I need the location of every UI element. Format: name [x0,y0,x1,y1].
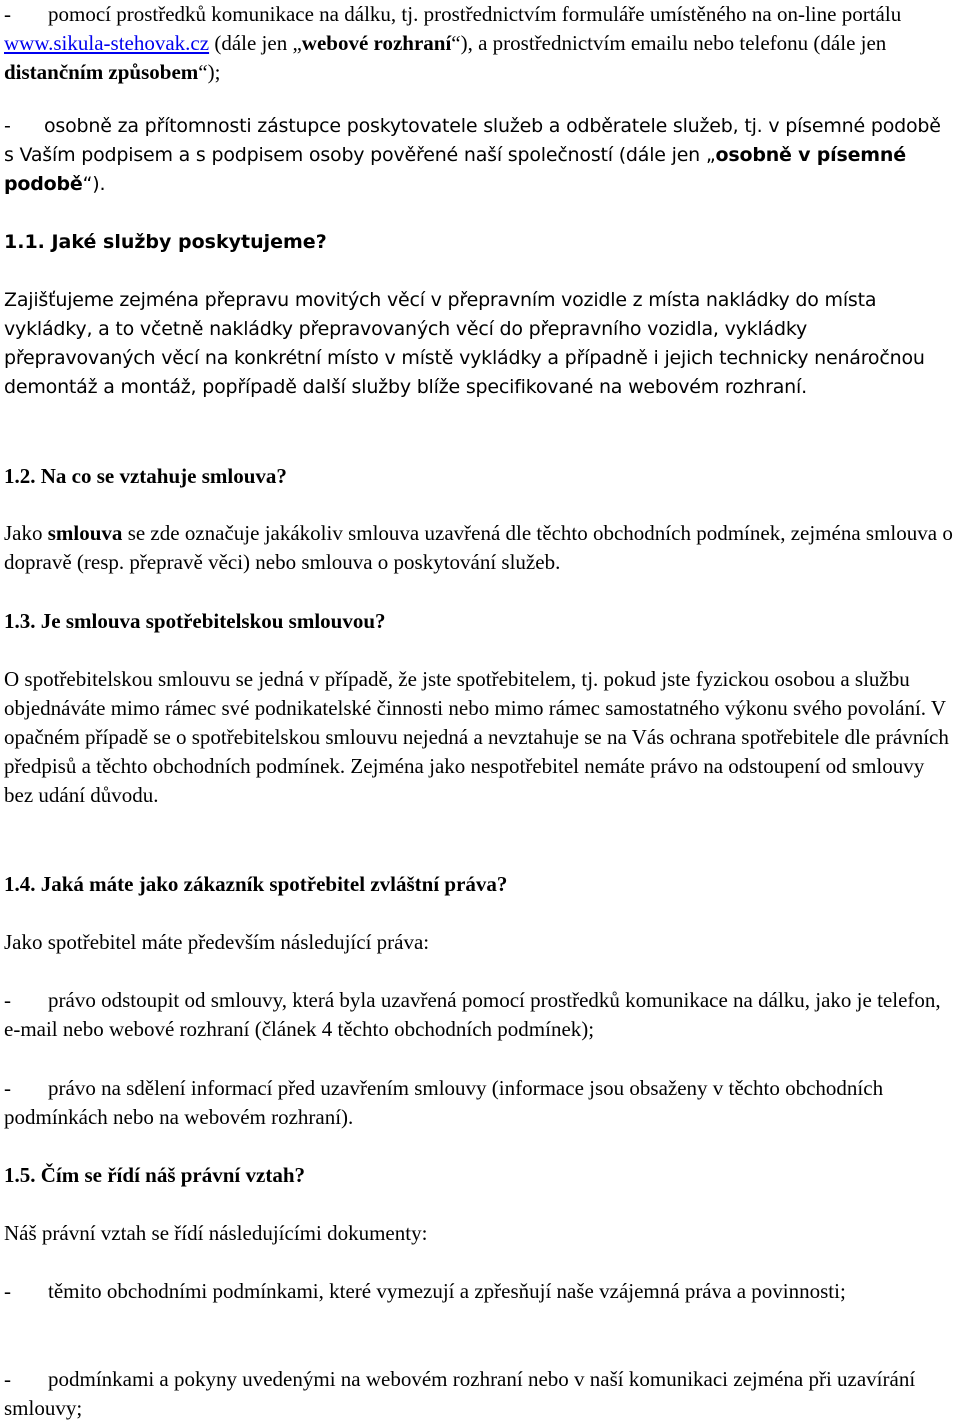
heading-1-3: 1.3. Je smlouva spotřebitelskou smlouvou? [4,609,386,633]
term-contract: smlouva [47,521,123,545]
term-web-interface: webové rozhraní [301,31,452,55]
list-item-terms: - těmito obchodními podmínkami, které vymezují a zpřesňují naše vzájemná práva a povinnosti; [4,1277,956,1306]
bullet-dash: - [4,988,11,1012]
paragraph-1-2: Jako smlouva se zde označuje jakákoliv smlouva uzavřená dle těchto obchodních podmínek, zejména smlouva o dopravě (resp. přepravě věci) nebo smlouva o poskytování služeb. [4,521,953,574]
paragraph-1-1: Zajišťujeme zejména přepravu movitých věcí v přepravním vozidle z místa nakládky do místa vykládky, a to včetně nakládky přepravovaných věcí do přepravního vozidla, vykládky přepravovaných věcí na konkrétní místo v místě vykládky a případně i jejich technicky nenáročnou demontáž a montáž, popřípadě další služby blíže specifikované na webovém rozhraní. [4,289,925,398]
heading-1-1: 1.1. Jaké služby poskytujeme? [4,231,327,253]
bullet-dash: - [4,115,11,137]
bullet-dash: - [4,1076,11,1100]
term-distance-method: distančním způsobem [4,60,199,84]
bullet-in-person: - osobně za přítomnosti zástupce poskytovatele služeb a odběratele služeb, tj. v písemné podobě s Vaším podpisem a s podpisem osoby pověřené naší společností (dále jen „osobně v písemné podobě“). [4,112,956,199]
bullet-dash: - [4,1367,11,1391]
heading-1-2: 1.2. Na co se vztahuje smlouva? [4,464,287,488]
website-link[interactable]: www.sikula-stehovak.cz [4,31,210,55]
list-item-right-information: - právo na sdělení informací před uzavřením smlouvy (informace jsou obsaženy v těchto obchodních podmínkách nebo na webovém rozhraní). [4,1076,884,1129]
paragraph-1-4-intro: Jako spotřebitel máte především následující práva: [4,930,430,954]
bullet-dash: - [4,1279,11,1303]
paragraph-1-5-intro: Náš právní vztah se řídí následujícími dokumenty: [4,1221,428,1245]
paragraph-1-3: O spotřebitelskou smlouvu se jedná v případě, že jste spotřebitelem, tj. pokud jste fyzickou osobou a službu objednáváte mimo rámec své podnikatelské činnosti nebo mimo rámec samostatného výkonu svého povolání. V opačném případě se o spotřebitelskou smlouvu nejedná a nevztahuje se na Vás ochrana spotřebitele dle právních předpisů a těchto obchodních podmínek. Zejména jako nespotřebitel nemáte právo na odstoupení od smlouvy bez udání důvodu. [4,667,949,807]
term-in-person-written: osobně v písemné podobě [4,144,906,195]
bullet-dash: - [4,2,11,26]
list-item-conditions: - podmínkami a pokyny uvedenými na webovém rozhraní nebo v naší komunikaci zejména při uzavírání smlouvy; [4,1367,916,1420]
heading-1-5: 1.5. Čím se řídí náš právní vztah? [4,1163,306,1187]
bullet-remote-communication: - pomocí prostředků komunikace na dálku, tj. prostřednictvím formuláře umístěného na on-line portálu www.sikula-stehovak.cz (dále jen „webové rozhraní“), a prostřednictvím emailu nebo telefonu (dále jen distančním způsobem“); [4,2,902,84]
heading-1-4: 1.4. Jaká máte jako zákazník spotřebitel zvláštní práva? [4,872,508,896]
list-item-right-withdraw: - právo odstoupit od smlouvy, která byla uzavřená pomocí prostředků komunikace na dálku, jako je telefon, e-mail nebo webové rozhraní (článek 4 těchto obchodních podmínek); [4,988,941,1041]
